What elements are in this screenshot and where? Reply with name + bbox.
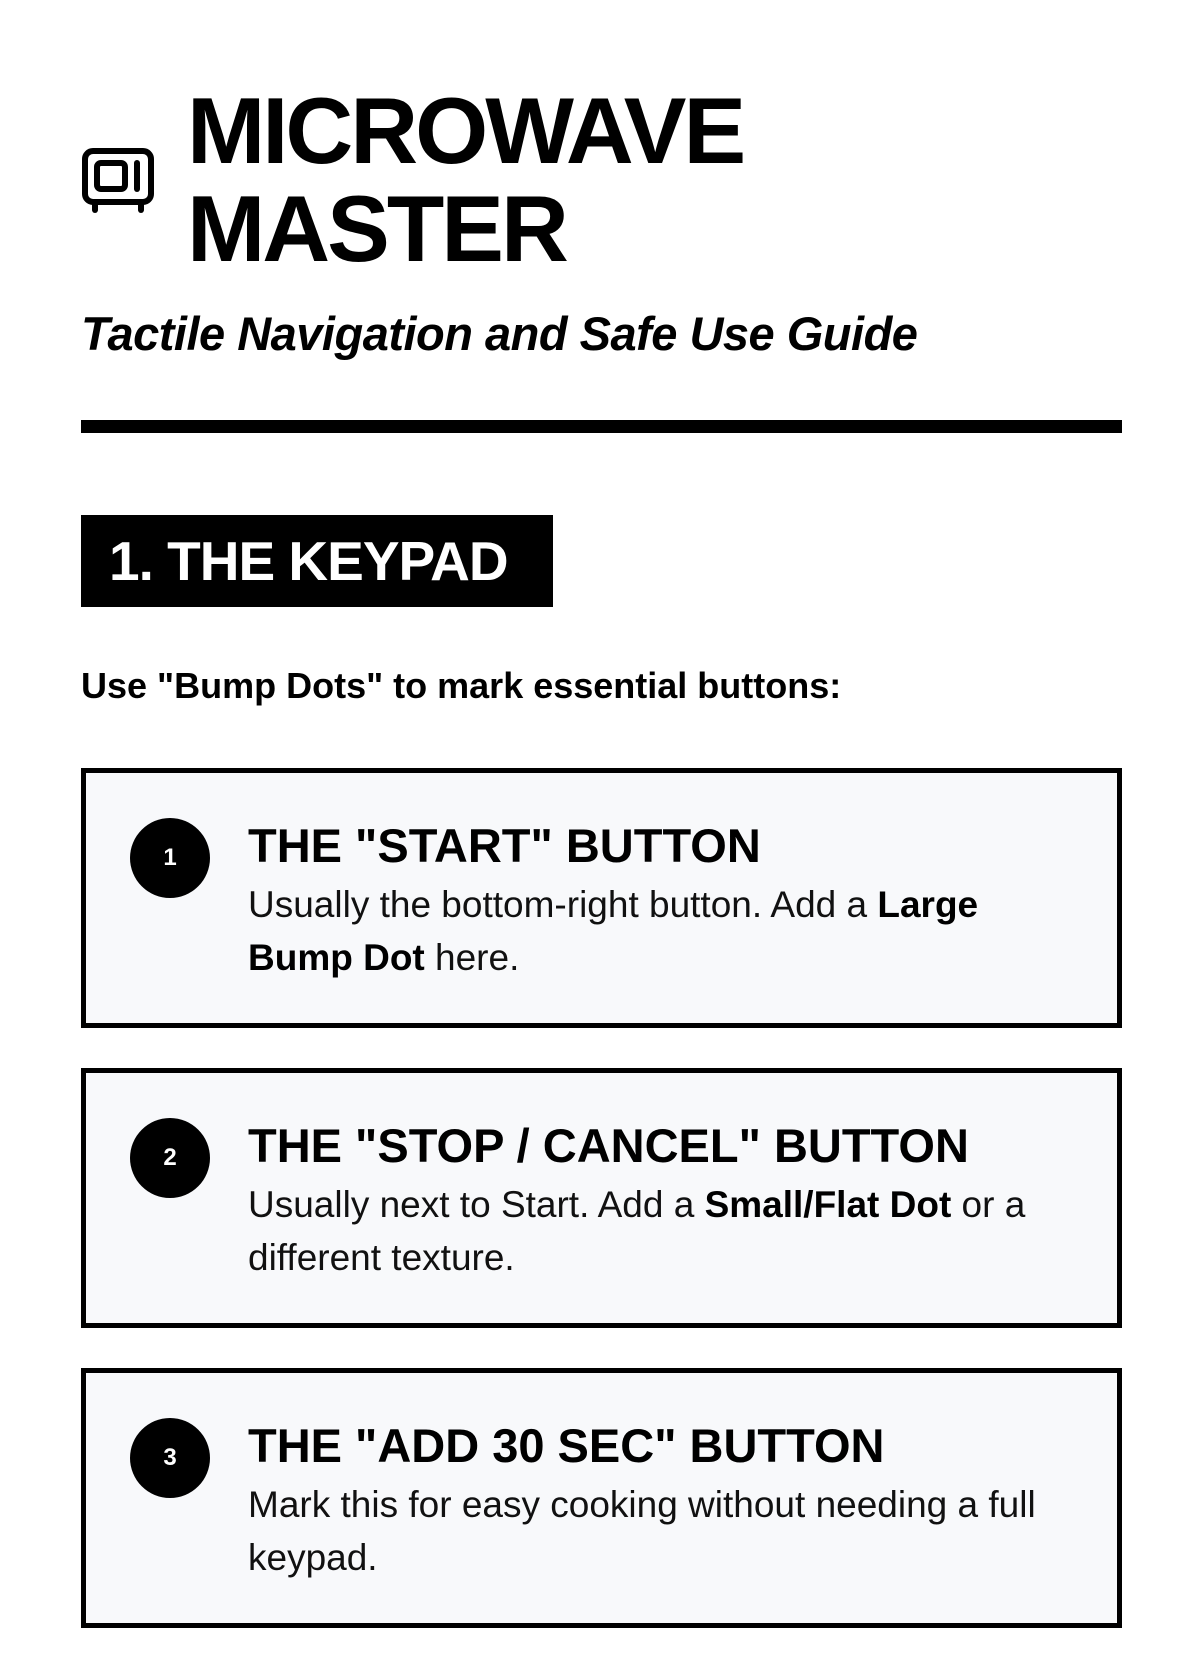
step-text-start: Usually the bottom-right button. Add a bbox=[248, 884, 878, 925]
page-header bbox=[81, 78, 744, 281]
step-text-emphasis: Small/Flat Dot bbox=[704, 1184, 952, 1225]
step-title: THE "STOP / CANCEL" BUTTON bbox=[248, 1119, 969, 1172]
step-description bbox=[248, 878, 1078, 984]
microwave-icon bbox=[81, 147, 155, 213]
step-text-start: Mark this for easy cooking without needing a full keypad. bbox=[248, 1484, 1036, 1578]
step-card bbox=[81, 768, 1122, 1028]
title-line-1: MICROWAVE bbox=[187, 78, 744, 183]
section-heading: 1. THE KEYPAD bbox=[81, 515, 553, 607]
step-description bbox=[248, 1478, 1078, 1584]
step-card bbox=[81, 1068, 1122, 1328]
header-divider bbox=[81, 420, 1122, 433]
step-number-badge: 2 bbox=[130, 1118, 210, 1198]
title-line-2: MASTER bbox=[187, 176, 566, 281]
section-intro: Use "Bump Dots" to mark essential buttons: bbox=[81, 665, 842, 706]
step-text-emphasis: Large Bump Dot bbox=[248, 884, 979, 978]
step-card bbox=[81, 1368, 1122, 1628]
step-text-end: or a different texture. bbox=[248, 1184, 1026, 1278]
step-description bbox=[248, 1178, 1078, 1284]
steps-list bbox=[81, 768, 1122, 1668]
step-number-badge: 1 bbox=[130, 818, 210, 898]
step-text-start: Usually next to Start. Add a bbox=[248, 1184, 705, 1225]
page-title bbox=[187, 78, 744, 281]
page-subtitle: Tactile Navigation and Safe Use Guide bbox=[81, 307, 918, 360]
step-text-end: here. bbox=[424, 937, 520, 978]
step-number-badge: 3 bbox=[130, 1418, 210, 1498]
step-title: THE "START" BUTTON bbox=[248, 819, 761, 872]
step-title: THE "ADD 30 SEC" BUTTON bbox=[248, 1419, 885, 1472]
